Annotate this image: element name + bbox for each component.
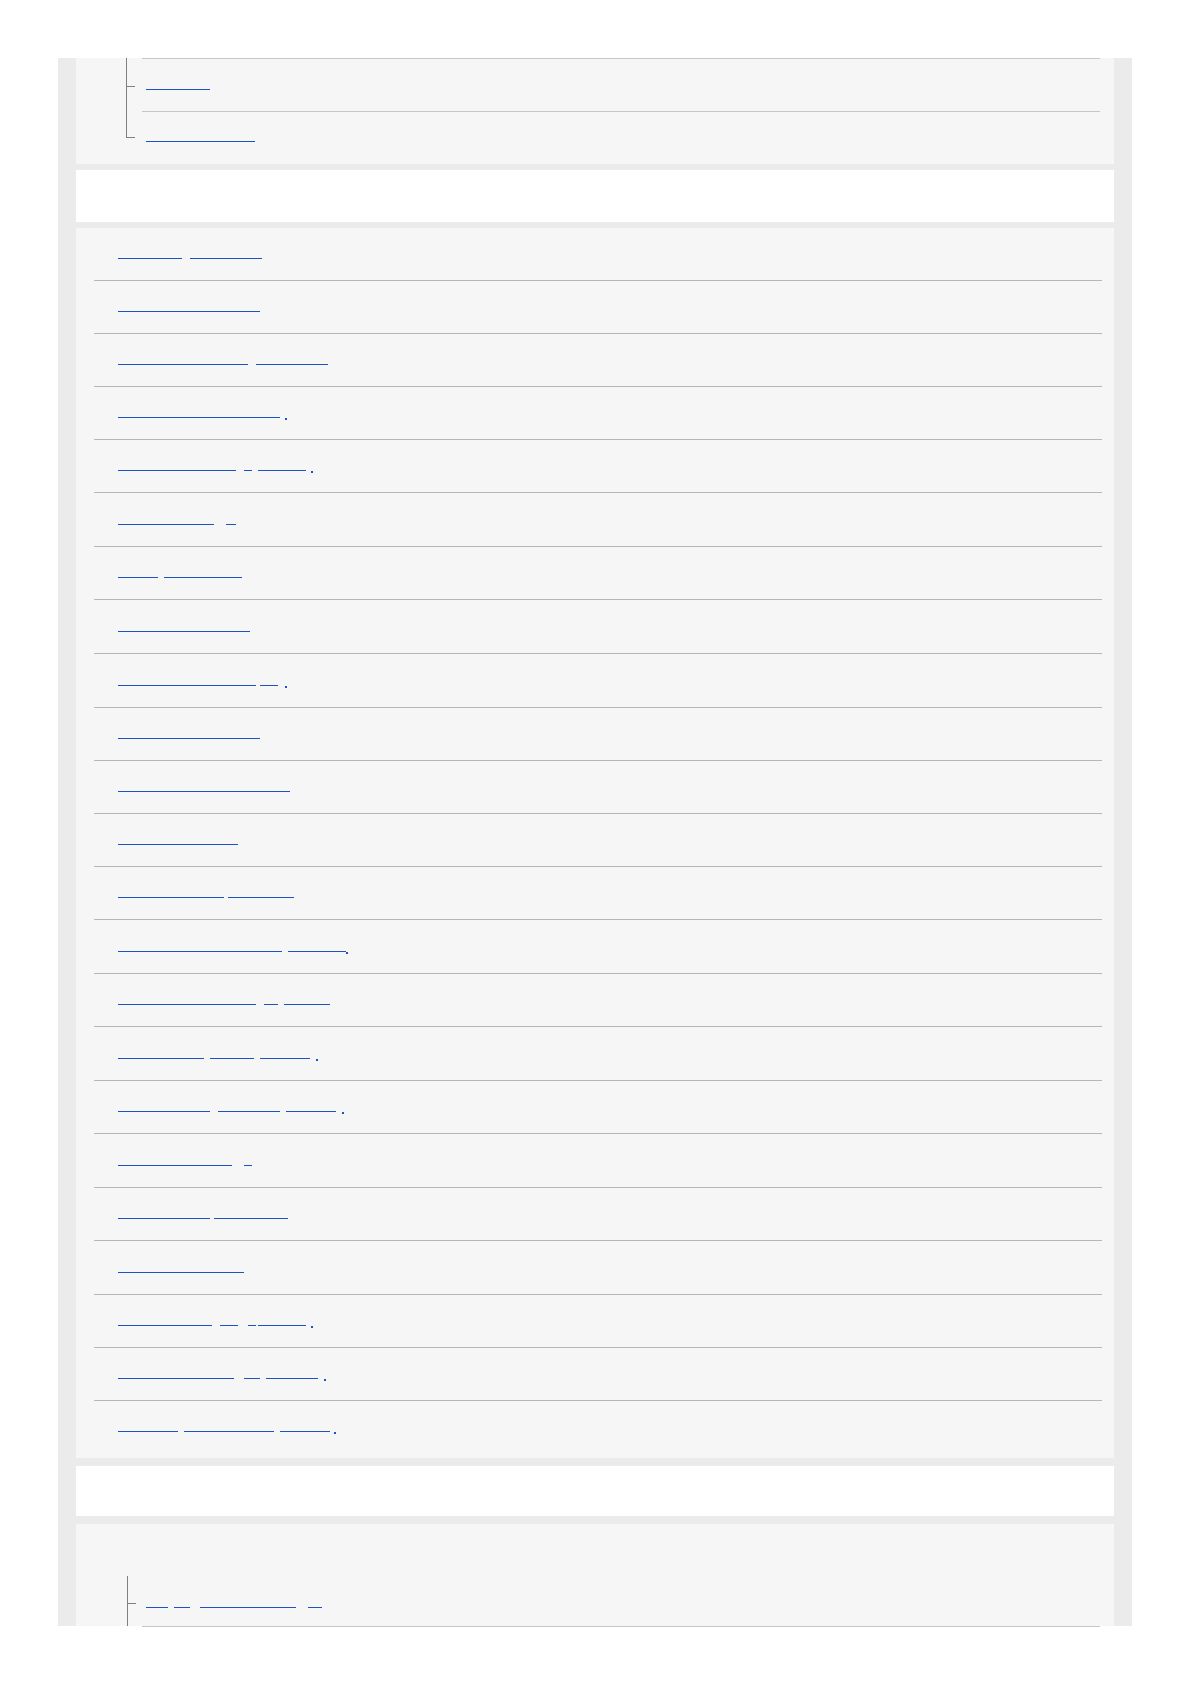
link-list-item-label bbox=[118, 452, 119, 453]
link-list-item[interactable] bbox=[94, 334, 1102, 387]
link-underline bbox=[174, 1607, 190, 1608]
link-underline bbox=[220, 1325, 238, 1326]
link-list-item-label bbox=[118, 1040, 119, 1041]
link-underline bbox=[118, 1058, 204, 1059]
tree-branch bbox=[127, 1603, 136, 1604]
link-list-item-label bbox=[118, 1307, 119, 1308]
tree-line bbox=[126, 58, 127, 138]
link-underline bbox=[214, 1218, 288, 1219]
link-underline bbox=[118, 738, 260, 739]
link-underline bbox=[248, 1325, 256, 1326]
link-underline bbox=[118, 897, 224, 898]
link-underline bbox=[244, 1378, 260, 1379]
link-underline bbox=[118, 470, 236, 471]
link-list-item-label bbox=[118, 506, 119, 507]
link-underline bbox=[118, 1111, 210, 1112]
row-separator bbox=[94, 1026, 1102, 1027]
link-list-item-label bbox=[118, 1200, 119, 1201]
link-list-item-label bbox=[118, 1147, 119, 1148]
link-list-item[interactable] bbox=[94, 494, 1102, 547]
link-list-item-label bbox=[118, 879, 119, 880]
link-list-item[interactable] bbox=[94, 1188, 1102, 1241]
link-underline bbox=[118, 1165, 232, 1166]
tree-link-2[interactable] bbox=[146, 128, 256, 146]
row-separator bbox=[94, 919, 1102, 920]
link-underline bbox=[118, 524, 214, 525]
tree-link-3[interactable] bbox=[146, 1594, 326, 1612]
link-underline bbox=[284, 1004, 330, 1005]
link-underline bbox=[200, 1607, 296, 1608]
link-underline bbox=[260, 1058, 310, 1059]
link-underline bbox=[118, 311, 260, 312]
link-list-item-label bbox=[118, 559, 119, 560]
link-list-item[interactable] bbox=[94, 1401, 1102, 1454]
link-list-item[interactable] bbox=[94, 867, 1102, 920]
link-underline bbox=[118, 685, 256, 686]
link-underline bbox=[285, 686, 287, 688]
link-underline bbox=[118, 1378, 234, 1379]
link-underline bbox=[266, 1378, 318, 1379]
link-underline bbox=[346, 952, 348, 954]
tree-separator bbox=[142, 58, 1100, 59]
link-underline bbox=[118, 1218, 210, 1219]
link-list-item[interactable] bbox=[94, 1135, 1102, 1188]
link-list-item[interactable] bbox=[94, 387, 1102, 440]
link-list-item-label bbox=[118, 720, 119, 721]
link-list-item-label bbox=[118, 346, 119, 347]
link-list-item-label bbox=[118, 1093, 119, 1094]
link-underline bbox=[218, 1111, 280, 1112]
link-list-item-label bbox=[118, 933, 119, 934]
link-underline bbox=[146, 141, 255, 142]
link-underline bbox=[190, 258, 262, 259]
link-list-item[interactable] bbox=[94, 1242, 1102, 1295]
link-list-item[interactable] bbox=[94, 814, 1102, 867]
link-underline bbox=[258, 470, 306, 471]
link-underline bbox=[244, 470, 252, 471]
link-list-item-label bbox=[118, 1254, 119, 1255]
link-underline bbox=[334, 1432, 336, 1434]
link-underline bbox=[118, 951, 282, 952]
link-underline bbox=[226, 524, 236, 525]
link-list-item-label bbox=[118, 986, 119, 987]
link-underline bbox=[228, 897, 294, 898]
link-underline bbox=[118, 417, 280, 418]
link-list-item-label bbox=[118, 293, 119, 294]
link-underline bbox=[285, 418, 287, 420]
row-separator bbox=[94, 1240, 1102, 1241]
link-underline bbox=[118, 791, 290, 792]
link-list-item[interactable] bbox=[94, 761, 1102, 814]
link-list-item[interactable] bbox=[94, 601, 1102, 654]
tree-branch bbox=[126, 86, 135, 87]
link-underline bbox=[146, 1607, 168, 1608]
row-separator bbox=[94, 492, 1102, 493]
link-list-item-label bbox=[118, 773, 119, 774]
link-underline bbox=[280, 1431, 330, 1432]
section-header-band bbox=[76, 1466, 1114, 1516]
link-underline bbox=[118, 258, 182, 259]
link-list-item-label bbox=[118, 240, 119, 241]
link-list-item[interactable] bbox=[94, 708, 1102, 761]
tree-link-1[interactable] bbox=[146, 78, 226, 96]
link-underline bbox=[286, 1111, 336, 1112]
tree-line bbox=[127, 1576, 128, 1626]
link-underline bbox=[244, 1165, 252, 1166]
link-underline bbox=[146, 89, 210, 90]
link-list-item[interactable] bbox=[94, 1295, 1102, 1348]
section-header-band bbox=[76, 170, 1114, 222]
link-list-item[interactable] bbox=[94, 440, 1102, 493]
link-list-item-label bbox=[118, 399, 119, 400]
link-underline bbox=[264, 1004, 278, 1005]
link-underline bbox=[311, 1326, 313, 1328]
link-list-item[interactable] bbox=[94, 1348, 1102, 1401]
link-list-item[interactable] bbox=[94, 1081, 1102, 1134]
link-underline bbox=[316, 1059, 318, 1061]
link-underline bbox=[118, 844, 238, 845]
link-underline bbox=[324, 1379, 326, 1381]
link-underline bbox=[342, 1112, 344, 1114]
link-list-item-label bbox=[118, 613, 119, 614]
row-separator bbox=[94, 599, 1102, 600]
link-list-item[interactable] bbox=[94, 655, 1102, 708]
link-underline bbox=[311, 471, 313, 473]
link-list-item-label bbox=[118, 826, 119, 827]
link-underline bbox=[308, 1607, 322, 1608]
tree-branch bbox=[126, 137, 135, 138]
link-list-item[interactable] bbox=[94, 228, 1102, 281]
link-list-item[interactable] bbox=[94, 547, 1102, 600]
link-underline bbox=[118, 631, 250, 632]
link-list-item-label bbox=[118, 1413, 119, 1414]
link-underline bbox=[210, 1058, 254, 1059]
row-separator bbox=[94, 1133, 1102, 1134]
link-underline bbox=[118, 1004, 256, 1005]
link-list-item[interactable] bbox=[94, 281, 1102, 334]
tree-separator bbox=[142, 111, 1100, 112]
link-underline bbox=[118, 1272, 244, 1273]
link-underline bbox=[256, 364, 328, 365]
link-underline bbox=[118, 364, 248, 365]
link-list-item-label bbox=[118, 1360, 119, 1361]
link-underline bbox=[118, 1325, 212, 1326]
link-underline bbox=[184, 1431, 274, 1432]
link-list-item[interactable] bbox=[94, 921, 1102, 974]
link-list-item[interactable] bbox=[94, 974, 1102, 1027]
link-list-item[interactable] bbox=[94, 1028, 1102, 1081]
link-underline bbox=[118, 1431, 178, 1432]
tree-separator bbox=[142, 1626, 1100, 1627]
row-separator bbox=[94, 653, 1102, 654]
link-list-item-label bbox=[118, 667, 119, 668]
link-underline bbox=[118, 577, 158, 578]
link-underline bbox=[260, 685, 278, 686]
link-underline bbox=[288, 951, 346, 952]
link-underline bbox=[164, 577, 242, 578]
link-underline bbox=[258, 1325, 306, 1326]
